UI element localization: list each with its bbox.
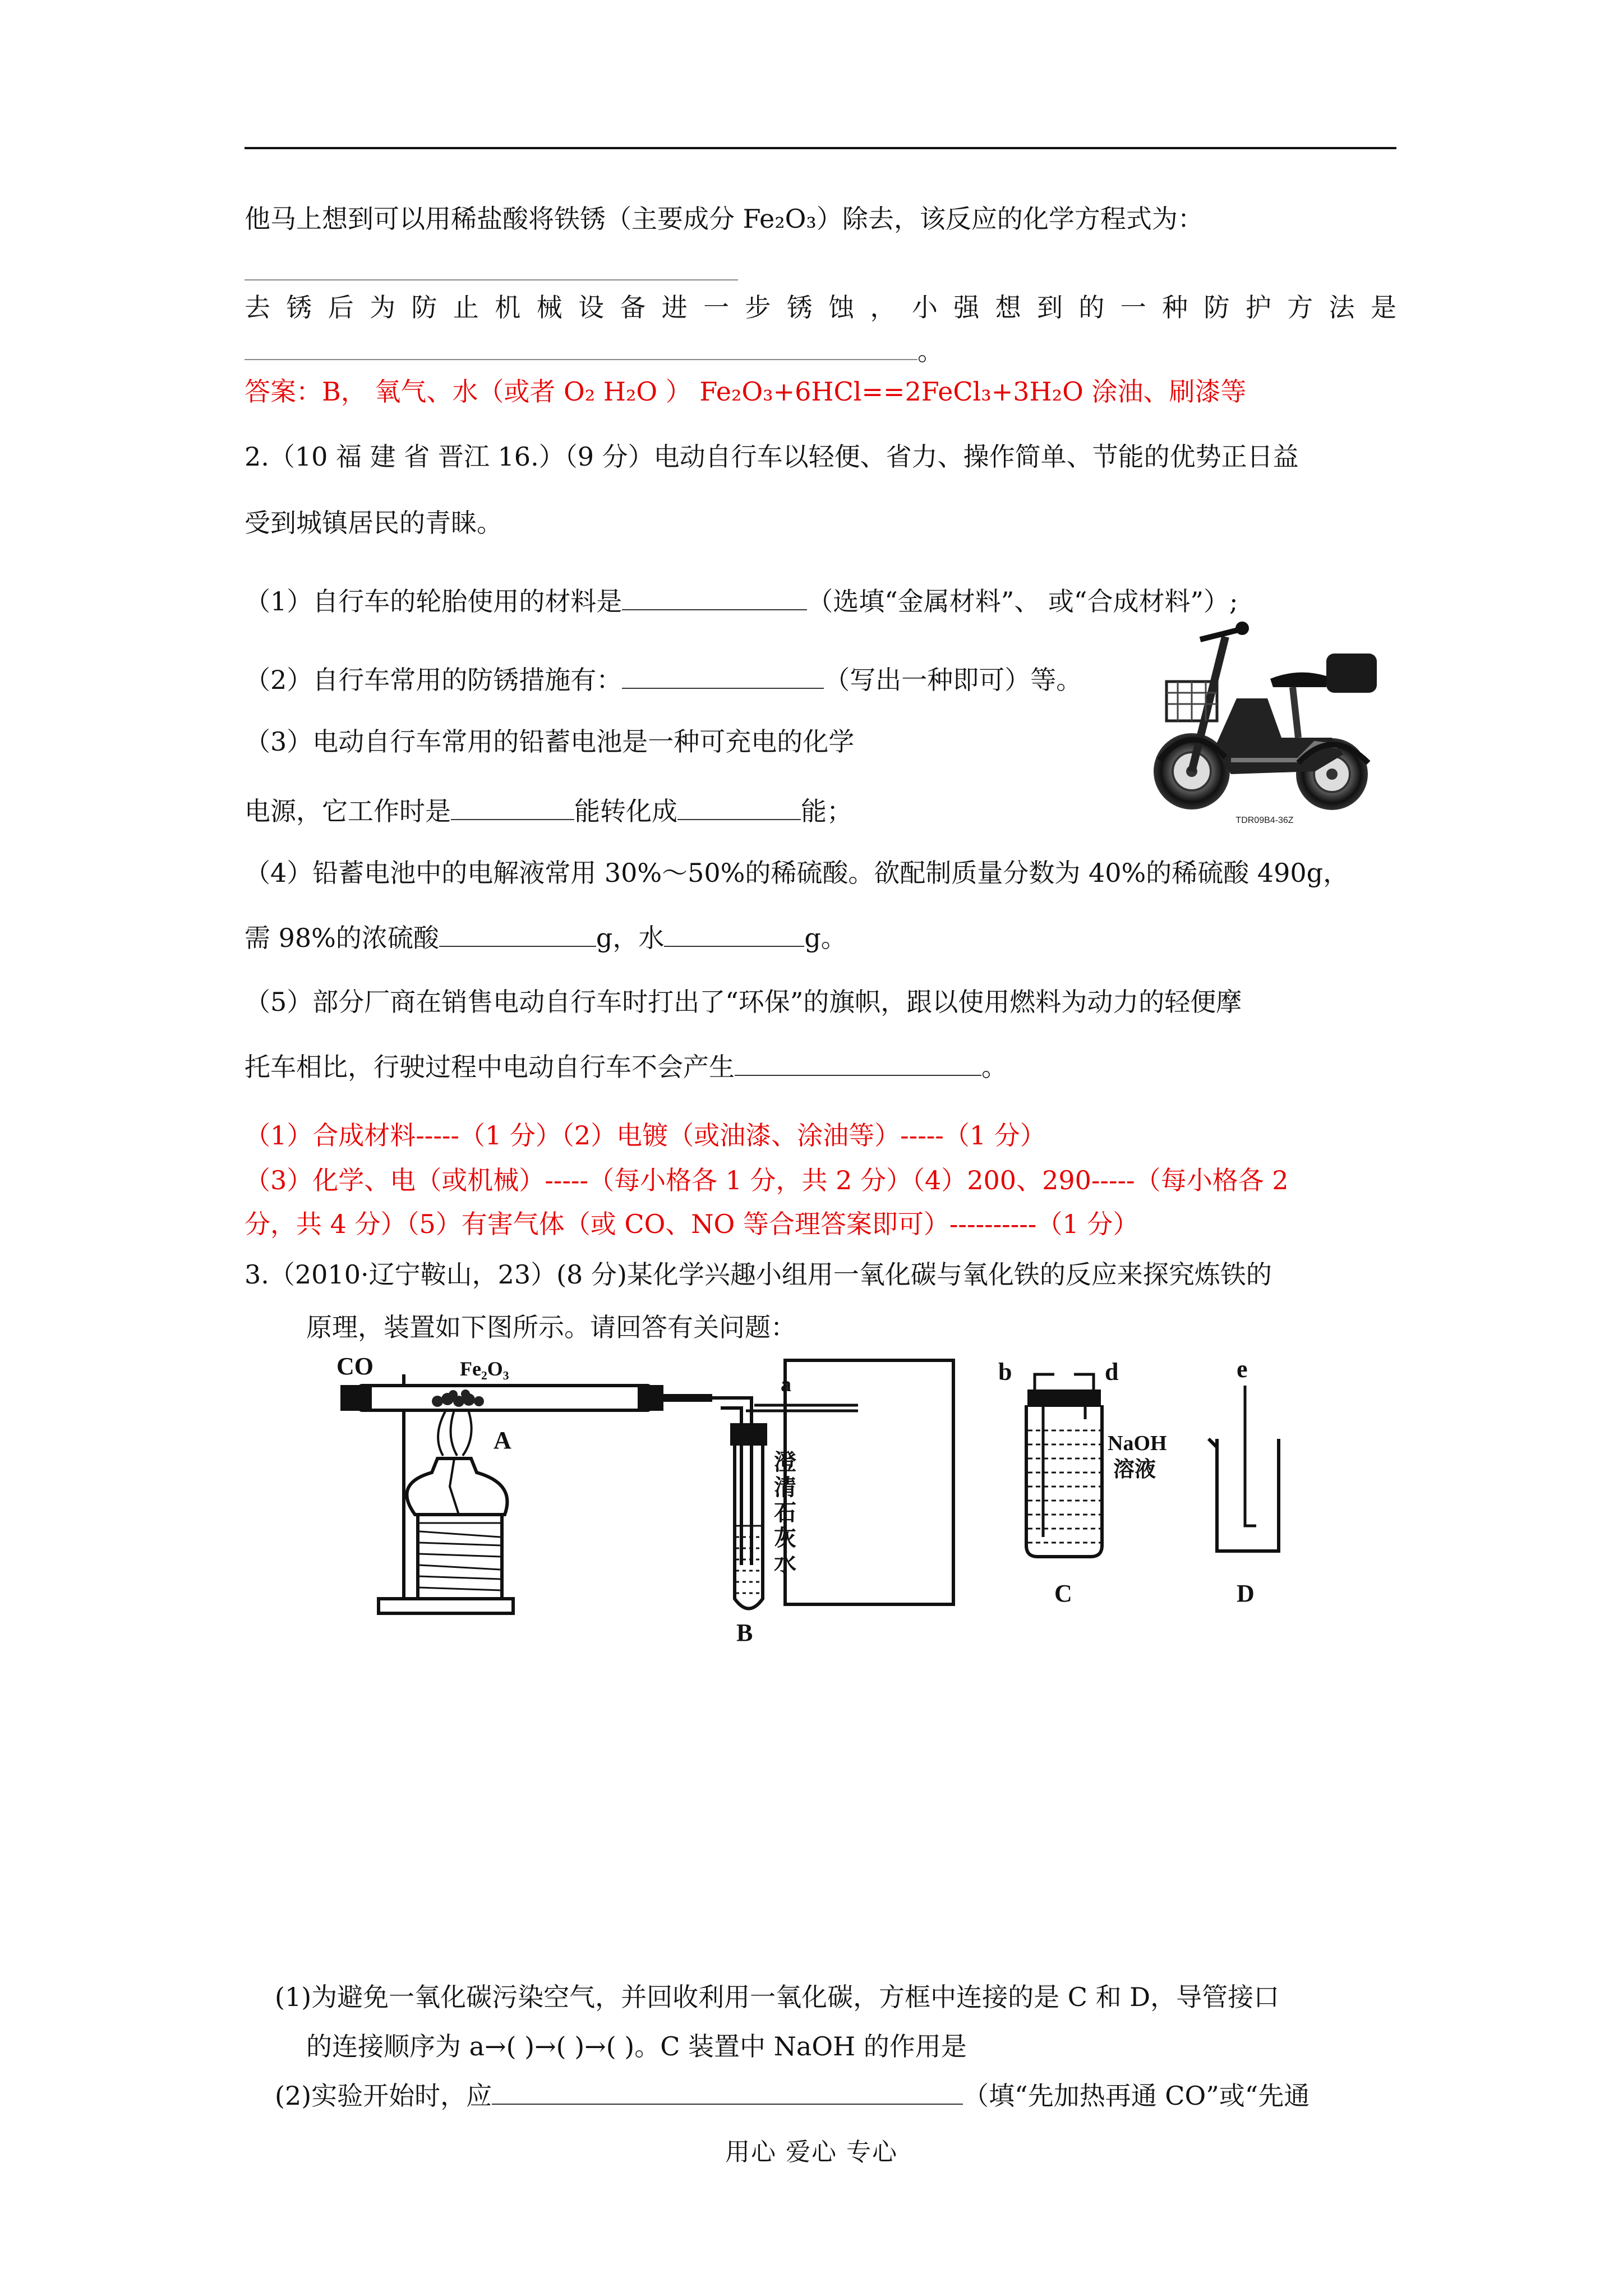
- answer-blank: [735, 1049, 981, 1076]
- q2-part5-text: 。: [981, 1052, 1007, 1082]
- q2-part3-text: 能转化成: [574, 796, 677, 826]
- limewater-char: 石: [774, 1499, 796, 1526]
- answer-blank: [439, 920, 596, 947]
- answer-blank: [664, 920, 804, 947]
- q2-part4-text: g，水: [596, 923, 665, 953]
- port-d-label: d: [1105, 1358, 1119, 1386]
- apparatus-a-label: A: [494, 1427, 511, 1454]
- q2-part4-text: g。: [804, 923, 847, 953]
- port-a-label: a: [781, 1373, 791, 1396]
- limewater-char: 水: [774, 1550, 796, 1576]
- limewater-char: 灰: [774, 1525, 796, 1551]
- q2-part5-text: 托车相比，行驶过程中电动自行车不会产生: [245, 1052, 735, 1082]
- text-line: 他马上想到可以用稀盐酸将铁锈（主要成分 Fe₂O₃）除去，该反应的化学方程式为：: [245, 204, 1204, 234]
- bike-caption: TDR09B4-36Z: [1235, 816, 1294, 825]
- q3-part1: (1)为避免一氧化碳污染空气，并回收利用一氧化碳，方框中连接的是 C 和 D，导管接口: [275, 1982, 1280, 2012]
- q2-part5: [245, 1049, 1400, 1084]
- q2-part4: （4）铅蓄电池中的电解液常用 30%～50%的稀硫酸。欲配制质量分数为 40%的稀硫酸 490g，: [245, 858, 1349, 888]
- limewater-char: 澄: [774, 1449, 796, 1475]
- answer-blank: [492, 2078, 963, 2105]
- fe2o3-label: Fe₂O₃: [460, 1358, 509, 1380]
- q2-stem: 受到城镇居民的青睐。: [245, 508, 502, 538]
- q2-part2-text: （2）自行车常用的防锈措施有：: [245, 665, 623, 695]
- q2-answer: （3）化学、电（或机械）-----（每小格各 1 分，共 2 分）（4）200、290-----（每小格各 2: [245, 1165, 1289, 1195]
- q2-part1-text: （选填“金属材料”、 或“合成材料”）;: [807, 586, 1238, 616]
- text-line: 去 锈 后 为 防 止 机 械 设 备 进 一 步 锈 蚀 ， 小 强 想 到 的 一 种 防 护 方 法 是: [245, 292, 1396, 323]
- electric-bicycle-image: [1147, 614, 1382, 827]
- q3-stem: 原理，装置如下图所示。请回答有关问题：: [306, 1312, 796, 1342]
- header-rule: [245, 147, 1396, 149]
- answer-blank: [245, 333, 917, 360]
- q3-part2-text: (2)实验开始时，应: [275, 2081, 492, 2111]
- q3-part2-text: （填“先加热再通 CO”或“先通: [963, 2081, 1310, 2111]
- period: 。: [917, 336, 943, 366]
- answer-blank: [451, 793, 574, 820]
- q2-part3: （3）电动自行车常用的铅蓄电池是一种可充电的化学: [245, 726, 855, 757]
- answer-blank: [622, 662, 824, 689]
- port-b-label: b: [998, 1358, 1012, 1386]
- q2-part1-text: （1）自行车的轮胎使用的材料是: [245, 586, 623, 616]
- q3-stem: 3.（2010·辽宁鞍山，23）(8 分)某化学兴趣小组用一氧化碳与氧化铁的反应来探究炼铁的: [245, 1259, 1272, 1290]
- q2-stem: 2.（10 福 建 省 晋江 16.）（9 分）电动自行车以轻便、省力、操作简单、节能的优势正日益: [245, 441, 1299, 472]
- q2-part4: [245, 920, 1400, 955]
- q2-answer: 分，共 4 分）（5）有害气体（或 CO、NO 等合理答案即可）----------（1 分）: [245, 1209, 1139, 1239]
- page-footer: 用心 爱心 专心: [725, 2138, 898, 2166]
- answer-blank-line: [245, 254, 1400, 288]
- answer-blank: [245, 254, 738, 280]
- answer-text: 答案：B， 氧气、水（或者 O₂ H₂O ） Fe₂O₃+6HCl==2FeCl₃+3H₂O 涂油、刷漆等: [245, 376, 1247, 407]
- co-label: CO: [336, 1352, 374, 1380]
- apparatus-b-label: B: [736, 1619, 753, 1644]
- apparatus-diagram: [325, 1352, 1295, 1644]
- solution-label: 溶液: [1113, 1456, 1156, 1481]
- q2-part3-text: 电源，它工作时是: [245, 796, 451, 826]
- text-line: [245, 333, 1400, 368]
- q2-part1: [245, 583, 1400, 618]
- q2-answer: （1）合成材料-----（1 分）（2）电镀（或油漆、涂油等）-----（1 分）: [245, 1120, 1046, 1151]
- limewater-char: 清: [774, 1474, 796, 1501]
- q3-part2: [275, 2078, 1430, 2113]
- q2-part2-text: （写出一种即可）等。: [824, 665, 1082, 695]
- q2-part3-text: 能；: [801, 796, 852, 826]
- apparatus-c-label: C: [1054, 1580, 1072, 1607]
- apparatus-d-label: D: [1237, 1580, 1255, 1607]
- q2-part5: （5）部分厂商在销售电动自行车时打出了“环保”的旗帜，跟以使用燃料为动力的轻便摩: [245, 987, 1242, 1017]
- q3-part1: 的连接顺序为 a→( )→( )→( )。C 装置中 NaOH 的作用是: [306, 2031, 967, 2062]
- port-e-label: e: [1237, 1355, 1248, 1383]
- naoh-label: NaOH: [1108, 1432, 1167, 1455]
- answer-blank: [622, 583, 807, 610]
- q2-part4-text: 需 98%的浓硫酸: [245, 923, 439, 953]
- answer-blank: [677, 793, 801, 820]
